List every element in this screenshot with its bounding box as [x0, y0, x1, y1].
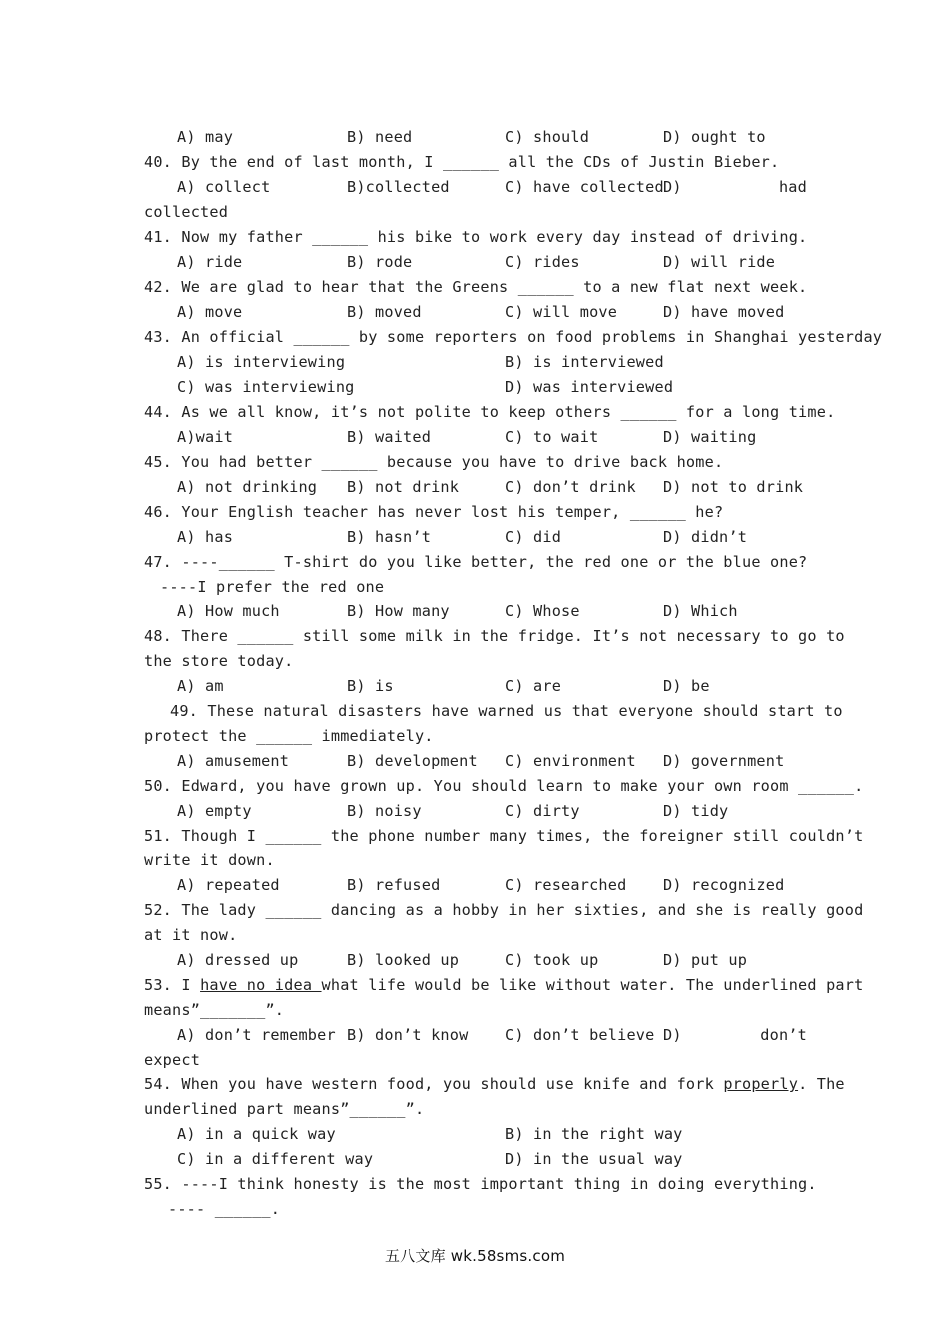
q50-option-b: B) noisy — [347, 802, 422, 820]
q41-option-d: D) will ride — [663, 253, 776, 271]
q46-option-b: B) hasn’t — [347, 528, 432, 546]
q49-option-c: C) environment — [505, 752, 636, 770]
q54-option-d: D) in the usual way — [505, 1150, 683, 1168]
q54-option-b: B) in the right way — [505, 1125, 683, 1143]
q40-option-c: C) have collected — [505, 178, 664, 196]
q43-option-d: D) was interviewed — [505, 378, 674, 396]
q43-option-b: B) is interviewed — [505, 353, 664, 371]
q54-stem-start: 54. When you have western food, you should use knife and fork — [144, 1075, 724, 1093]
q42-stem: 42. We are glad to hear that the Greens ______ to a new flat next week. — [144, 278, 808, 296]
q43-stem: 43. An official ______ by some reporters on food problems in Shanghai yesterday — [144, 328, 883, 346]
q44-option-c: C) to wait — [505, 428, 599, 446]
q53-stem-start: 53. I — [144, 976, 201, 994]
q39-option-a: A) may — [177, 128, 234, 146]
q55-stem: 55. ----I think honesty is the most important thing in doing everything. — [144, 1175, 817, 1193]
q54-options-row1 — [177, 1122, 807, 1147]
q53-underlined-phrase: have no idea — [200, 976, 322, 994]
q54-option-c: C) in a different way — [177, 1150, 374, 1168]
q49-option-b: B) development — [347, 752, 478, 770]
q46-stem: 46. Your English teacher has never lost his temper, ______ he? — [144, 503, 724, 521]
q39-option-d: D) ought to — [663, 128, 766, 146]
q43-option-a: A) is interviewing — [177, 353, 346, 371]
q50-stem: 50. Edward, you have grown up. You should learn to make your own room ______. — [144, 777, 864, 795]
q54-options-row2 — [177, 1147, 807, 1172]
q53-option-d-continuation: expect — [144, 1051, 201, 1069]
q40-option-d-text: had — [778, 178, 807, 196]
q52-stem: 52. The lady ______ dancing as a hobby in her sixties, and she is really good — [144, 901, 864, 919]
q48-stem: 48. There ______ still some milk in the fridge. It’s not necessary to go to — [144, 627, 845, 645]
q44-option-d: D) waiting — [663, 428, 757, 446]
q45-option-a: A) not drinking — [177, 478, 318, 496]
q51-option-c: C) researched — [505, 876, 627, 894]
q54-stem-end: . The — [798, 1075, 845, 1093]
q42-option-d: D) have moved — [663, 303, 785, 321]
q48-option-c: C) are — [505, 677, 562, 695]
q48-continuation: the store today. — [144, 652, 294, 670]
q49-option-a: A) amusement — [177, 752, 290, 770]
q47-option-c: C) Whose — [505, 602, 580, 620]
q51-continuation: write it down. — [144, 851, 275, 869]
q40-option-b: B)collected — [347, 178, 450, 196]
q40-option-d: D) — [663, 178, 682, 196]
q42-options — [177, 300, 807, 325]
q48-option-d: D) be — [663, 677, 710, 695]
q54-underlined-word: properly — [723, 1075, 799, 1093]
q43-options-row1 — [177, 350, 807, 375]
q46-option-a: A) has — [177, 528, 234, 546]
q53-options — [177, 1023, 807, 1048]
q52-continuation: at it now. — [144, 926, 238, 944]
q47-stem: 47. ----______ T-shirt do you like better, the red one or the blue one? — [144, 553, 808, 571]
q53-option-d: D) — [663, 1026, 682, 1044]
q50-option-a: A) empty — [177, 802, 252, 820]
q51-option-a: A) repeated — [177, 876, 280, 894]
q41-option-b: B) rode — [347, 253, 413, 271]
q50-option-c: C) dirty — [505, 802, 580, 820]
q45-option-c: C) don’t drink — [505, 478, 636, 496]
q42-option-a: A) move — [177, 303, 243, 321]
q54-stem — [144, 1072, 845, 1097]
q45-option-d: D) not to drink — [663, 478, 804, 496]
q43-option-c: C) was interviewing — [177, 378, 355, 396]
q49-option-d: D) government — [663, 752, 785, 770]
q40-options — [177, 175, 807, 200]
q41-option-a: A) ride — [177, 253, 243, 271]
q55-reply: ---- ______. — [168, 1200, 281, 1218]
q52-option-d: D) put up — [663, 951, 748, 969]
q47-reply: ----I prefer the red one — [160, 578, 385, 596]
q52-option-a: A) dressed up — [177, 951, 299, 969]
q44-option-b: B) waited — [347, 428, 432, 446]
q48-option-a: A) am — [177, 677, 224, 695]
q51-option-b: B) refused — [347, 876, 441, 894]
q41-options — [177, 250, 807, 275]
q49-options — [177, 749, 807, 774]
q53-stem-end: what life would be like without water. The underlined part — [321, 976, 864, 994]
q54-option-a: A) in a quick way — [177, 1125, 336, 1143]
q54-continuation: underlined part means”______”. — [144, 1100, 425, 1118]
q40-option-a: A) collect — [177, 178, 271, 196]
footer-source: 五八文库 wk.58sms.com — [384, 1247, 566, 1265]
q50-options — [177, 799, 807, 824]
q53-continuation: means”_______”. — [144, 1001, 285, 1019]
q44-stem: 44. As we all know, it’s not polite to keep others ______ for a long time. — [144, 403, 836, 421]
q51-option-d: D) recognized — [663, 876, 785, 894]
q46-option-d: D) didn’t — [663, 528, 748, 546]
q52-options — [177, 948, 807, 973]
q39-options — [177, 125, 807, 150]
q53-option-c: C) don’t believe — [505, 1026, 655, 1044]
q45-options — [177, 475, 807, 500]
q40-continuation: collected — [144, 203, 229, 221]
q44-option-a: A)wait — [177, 428, 234, 446]
q49-stem: 49. These natural disasters have warned us that everyone should start to — [170, 702, 843, 720]
q45-option-b: B) not drink — [347, 478, 460, 496]
q42-option-b: B) moved — [347, 303, 422, 321]
q47-option-d: D) Which — [663, 602, 738, 620]
q47-option-b: B) How many — [347, 602, 450, 620]
q45-stem: 45. You had better ______ because you have to drive back home. — [144, 453, 724, 471]
q42-option-c: C) will move — [505, 303, 618, 321]
q47-option-a: A) How much — [177, 602, 280, 620]
q53-stem — [144, 973, 864, 998]
q43-options-row2 — [177, 375, 807, 400]
q50-option-d: D) tidy — [663, 802, 729, 820]
q53-option-d-text: don’t — [760, 1026, 807, 1044]
q48-options — [177, 674, 807, 699]
q51-stem: 51. Though I ______ the phone number many times, the foreigner still couldn’t — [144, 827, 864, 845]
q41-stem: 41. Now my father ______ his bike to work every day instead of driving. — [144, 228, 808, 246]
q48-option-b: B) is — [347, 677, 394, 695]
q46-option-c: C) did — [505, 528, 562, 546]
q49-continuation: protect the ______ immediately. — [144, 727, 434, 745]
q53-option-b: B) don’t know — [347, 1026, 469, 1044]
q47-options — [177, 599, 807, 624]
q53-option-a: A) don’t remember — [177, 1026, 336, 1044]
q44-options — [177, 425, 807, 450]
q51-options — [177, 873, 807, 898]
q52-option-b: B) looked up — [347, 951, 460, 969]
q40-stem: 40. By the end of last month, I ______ all the CDs of Justin Bieber. — [144, 153, 780, 171]
q39-option-b: B) need — [347, 128, 413, 146]
q52-option-c: C) took up — [505, 951, 599, 969]
q39-option-c: C) should — [505, 128, 590, 146]
q46-options — [177, 525, 807, 550]
q41-option-c: C) rides — [505, 253, 580, 271]
